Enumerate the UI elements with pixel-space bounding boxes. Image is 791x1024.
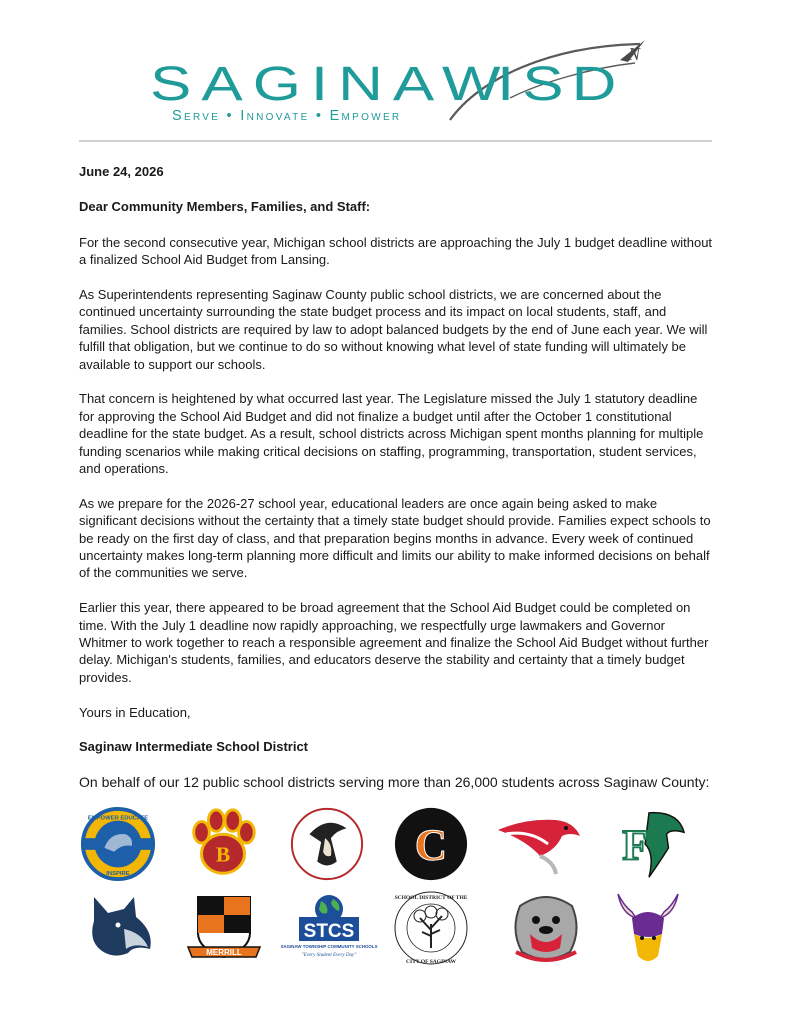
cavalier-head-icon — [288, 805, 366, 883]
signature-behalf: On behalf of our 12 public school districts serving more than 26,000 students across Saginaw County: — [79, 774, 710, 791]
merrill-shield-icon — [186, 893, 262, 967]
badge-ring-text: SCHOOL DISTRICT OF THE — [394, 895, 468, 901]
badge-letter: F — [622, 822, 649, 870]
badge-district-name: SAGINAW TOWNSHIP COMMUNITY SCHOOLS — [280, 944, 378, 949]
letter-paragraph: Earlier this year, there appeared to be broad agreement that the School Aid Budget could be completed on time. With the July 1 deadline now rapidly approaching, we respectfully urge lawmakers and Governor Whitmer to work together to reach a responsible agreement and finalize the School Aid Budget without further delay. Michigan's students, families, and educators deserve the stability and certainty that a timely budget provides. — [79, 600, 709, 685]
svg-text:N: N — [628, 44, 641, 64]
letter-closing: Yours in Education, — [79, 704, 191, 720]
header-divider — [79, 140, 712, 142]
panther-shield-icon — [79, 805, 157, 883]
letter-paragraph: For the second consecutive year, Michigan school districts are approaching the July 1 budget deadline without a finalized School Aid Budget from Lansing. — [79, 234, 713, 268]
letter-paragraph: As Superintendents representing Saginaw County public school districts, we are concerned about the continued uncertainty surrounding the state budget process and its impact on local students, staff, and families. School districts are required by law to adopt balanced budgets by the end of June each year. We will fulfill that obligation, but we continue to do so without knowing what level of state funding will ultimately be available to support our schools. — [79, 286, 708, 372]
letter-date: June 24, 2026 — [79, 164, 164, 179]
letter-body — [79, 163, 715, 809]
letter-f-eagle-icon — [610, 805, 688, 883]
logo-tagline: Serve • Innovate • Empower — [172, 108, 402, 124]
badge-motto: "Every Student Every Day" — [301, 953, 357, 958]
badge-letter: B — [215, 842, 231, 867]
stcs-globe-icon — [280, 893, 378, 965]
badge-ring-text: EMPOWER EDUCATE — [87, 815, 149, 822]
signature-name: Saginaw Intermediate School District — [79, 739, 308, 755]
paw-print-icon — [184, 805, 262, 883]
letter-paragraph: As we prepare for the 2026-27 school year, educational leaders are once again being asked to make significant decisions without the certainty that a timely state budget should provide. Families expect schools to be ready on the first day of class, and that preparation begins months in advance. Every week of continued uncertainty makes long-term planning more difficult and limits our ability to make informed decisions on behalf of the communities we serve. — [79, 495, 711, 581]
bulldog-head-icon — [510, 890, 582, 966]
husky-head-icon — [84, 893, 156, 961]
badge-abbr: STCS — [303, 921, 355, 942]
logo-wordmark-isd: ISD — [497, 56, 625, 111]
letter-greeting: Dear Community Members, Families, and Staff: — [79, 199, 371, 215]
saginaw-isd-logo — [150, 38, 650, 133]
badge-banner: MERRILL — [206, 948, 242, 957]
viking-helmet-icon — [612, 890, 684, 968]
badge-letter: C — [414, 819, 448, 870]
badge-ring-text: CITY OF SAGINAW — [405, 959, 457, 965]
city-tree-seal-icon — [392, 888, 470, 968]
letter-c-icon — [392, 805, 470, 883]
letter-paragraph: That concern is heightened by what occurred last year. The Legislature missed the July 1 statutory deadline for approving the School Aid Budget and did not finalize a budget until after the October 1 constitutional deadline for the state budget. As a result, school districts across Michigan spent months planning for multiple funding scenarios while making critical decisions on staffing, programming, transportation, student services, and operations. — [79, 391, 704, 477]
logo-wordmark-saginaw: SAGINAW — [150, 56, 511, 111]
badge-ring-text: INSPIRE — [106, 871, 130, 878]
red-hawk-icon — [496, 810, 582, 878]
